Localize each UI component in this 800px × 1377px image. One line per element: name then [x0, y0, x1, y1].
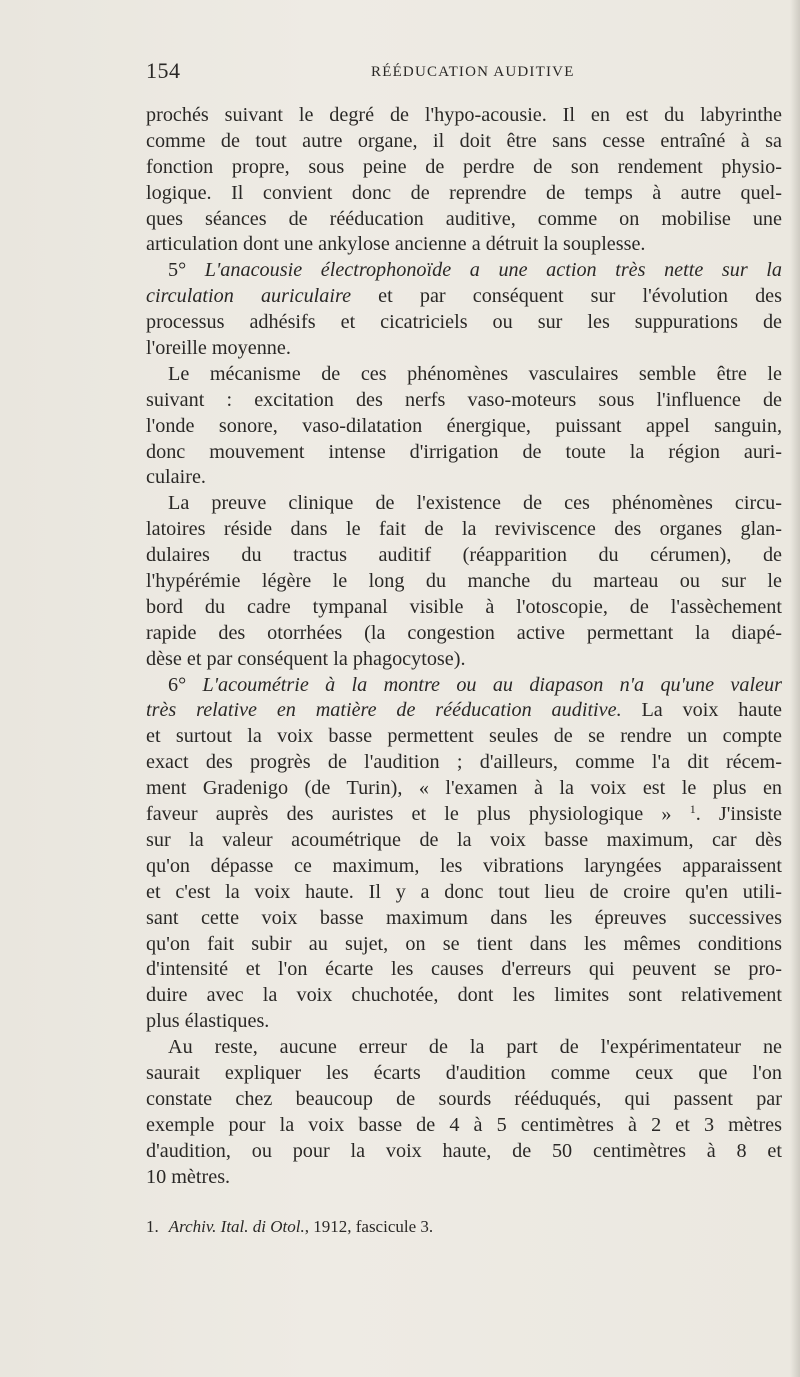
- item-5-heading: [146, 258, 782, 284]
- text-line: ques séances de rééducation auditive, comme on mobilise une: [146, 207, 782, 230]
- text-line: sur la valeur acoumétrique de la voix basse maximum, car dès: [146, 828, 782, 851]
- body-text: [146, 103, 782, 1190]
- text-run: faveur auprès des auristes et le plus physiologique »: [146, 803, 672, 826]
- text-line: La preuve clinique de l'existence de ces phénomènes circu-: [168, 492, 782, 515]
- text-line: processus adhésifs et cicatriciels ou sur les suppurations de: [146, 311, 782, 334]
- italic-text: circulation auriculaire: [146, 285, 352, 308]
- text-line: l'oreille moyenne.: [146, 337, 291, 360]
- text-line: dèse et par conséquent la phagocytose).: [146, 647, 466, 670]
- text-line: saurait expliquer les écarts d'audition comme ceux que l'on: [146, 1061, 782, 1084]
- text-line: [146, 802, 782, 828]
- item-6-heading: [146, 673, 782, 699]
- text-run: . J'insiste: [695, 803, 783, 826]
- text-line: qu'on dépasse ce maximum, les vibrations laryngées apparaissent: [146, 854, 782, 877]
- text-line: culaire.: [146, 466, 206, 489]
- text-line: et c'est la voix haute. Il y a donc tout lieu de croire qu'en utili-: [146, 880, 782, 903]
- text-line: d'audition, ou pour la voix haute, de 50 centimètres à 8 et: [146, 1139, 782, 1162]
- text-run: La voix haute: [621, 699, 782, 722]
- text-line: duire avec la voix chuchotée, dont les limites sont relativement: [146, 984, 782, 1007]
- text-run: et par conséquent sur l'évolution des: [351, 285, 783, 308]
- text-line: exact des progrès de l'audition ; d'ailleurs, comme l'a dit récem-: [146, 751, 782, 774]
- text-line: Le mécanisme de ces phénomènes vasculaires semble être le: [168, 362, 782, 385]
- text-line: [146, 698, 782, 724]
- text-line: plus élastiques.: [146, 1010, 270, 1033]
- italic-text: L'anacousie électrophonoïde a une action très nette sur la: [204, 259, 782, 282]
- text-line: donc mouvement intense d'irrigation de toute la région auri-: [146, 440, 782, 463]
- text-line: et surtout la voix basse permettent seules de se rendre un compte: [146, 725, 782, 748]
- footnote-details: , 1912, fascicule 3.: [304, 1217, 434, 1236]
- footnote: [146, 1217, 646, 1237]
- text-line: prochés suivant le degré de l'hypo-acousie. Il en est du labyrinthe: [146, 104, 782, 126]
- italic-text: très relative en matière de rééducation auditive.: [146, 699, 622, 722]
- text-line: constate chez beaucoup de sourds rééduqués, qui passent par: [146, 1087, 782, 1110]
- text-line: sant cette voix basse maximum dans les épreuves successives: [146, 906, 782, 929]
- text-line: l'onde sonore, vaso-dilatation énergique, puissant appel sanguin,: [146, 414, 782, 437]
- running-title: RÉÉDUCATION AUDITIVE: [371, 64, 575, 80]
- text-line: logique. Il convient donc de reprendre de temps à autre quel-: [146, 181, 782, 204]
- text-line: suivant : excitation des nerfs vaso-moteurs sous l'influence de: [146, 388, 782, 411]
- text-line: fonction propre, sous peine de perdre de son rendement physio-: [146, 155, 782, 178]
- footnote-source: Archiv. Ital. di Otol.: [168, 1217, 305, 1236]
- text-line: qu'on fait subir au sujet, on se tient dans les mêmes conditions: [146, 932, 782, 955]
- text-line: articulation dont une ankylose ancienne a détruit la souplesse.: [146, 233, 646, 256]
- text-line: exemple pour la voix basse de 4 à 5 centimètres à 2 et 3 mètres: [146, 1113, 782, 1136]
- text-line: rapide des otorrhées (la congestion active permettant la diapé-: [146, 621, 782, 644]
- italic-text: L'acoumétrie à la montre ou au diapason n'a qu'une valeur: [202, 673, 782, 696]
- running-head: [146, 58, 782, 92]
- text-line: 10 mètres.: [146, 1165, 231, 1188]
- text-line: dulaires du tractus auditif (réapparition du cérumen), de: [146, 544, 782, 567]
- item-number: 5°: [168, 259, 187, 282]
- text-line: ment Gradenigo (de Turin), « l'examen à la voix est le plus en: [146, 777, 782, 800]
- text-line: Au reste, aucune erreur de la part de l'expérimentateur ne: [168, 1036, 782, 1059]
- text-line: bord du cadre tympanal visible à l'otoscopie, de l'assèchement: [146, 595, 782, 618]
- text-line: [146, 284, 782, 310]
- text-line: l'hypérémie légère le long du manche du marteau ou sur le: [146, 570, 782, 593]
- footnote-number: 1.: [146, 1217, 159, 1236]
- text-line: d'intensité et l'on écarte les causes d'erreurs qui peuvent se pro-: [146, 958, 782, 981]
- footnote-reference[interactable]: 1: [689, 802, 696, 817]
- page-edge-shadow: [790, 0, 800, 1377]
- text-line: latoires réside dans le fait de la reviviscence des organes glan-: [146, 518, 782, 541]
- page-number: 154: [146, 58, 181, 83]
- text-line: comme de tout autre organe, il doit être sans cesse entraîné à sa: [146, 129, 782, 152]
- item-number: 6°: [168, 673, 187, 696]
